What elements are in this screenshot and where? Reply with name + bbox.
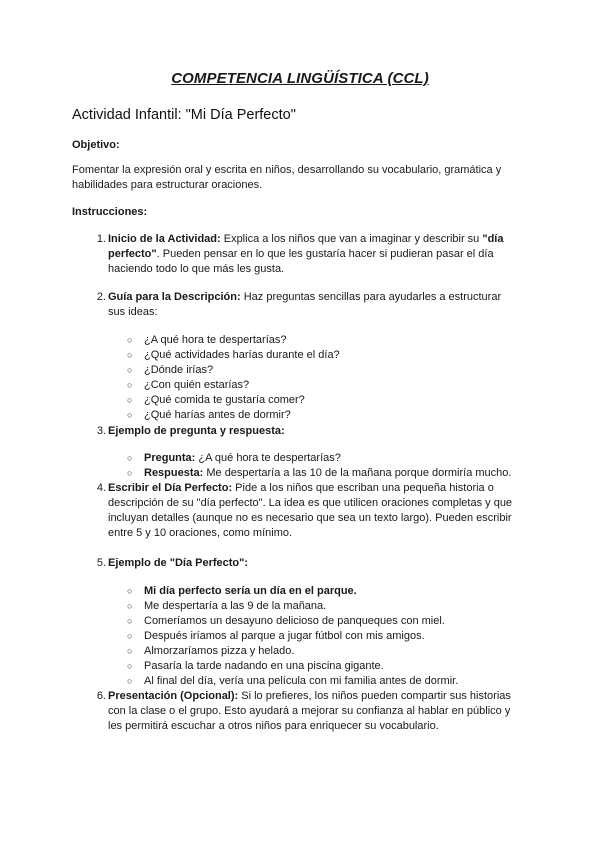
question-item: ¿Qué harías antes de dormir?: [144, 409, 291, 421]
instructions-heading: Instrucciones:: [72, 206, 148, 218]
question-item: ¿Con quién estarías?: [144, 379, 250, 391]
bullet-icon: ○: [127, 350, 133, 360]
step-2-body: Haz preguntas sencillas para ayudarles a estructurar sus ideas:: [108, 291, 502, 318]
example-line: Pasaría la tarde nadando en una piscina gigante.: [144, 660, 384, 672]
example-line: Mi día perfecto sería un día en el parque.: [144, 585, 357, 597]
step-number: 5.: [96, 557, 106, 569]
objective-text: Fomentar la expresión oral y escrita en niños, desarrollando su vocabulario, gramática y habilidades para estructurar oraciones.: [72, 164, 502, 191]
answer-text: Me despertaría a las 10 de la mañana porque dormiría mucho.: [203, 467, 512, 479]
step-3-text: [108, 424, 520, 439]
answer-label: Respuesta:: [144, 467, 204, 479]
example-answer: [144, 466, 524, 481]
activity-title: Actividad Infantil: "Mi Día Perfecto": [72, 107, 296, 123]
step-4-body: Pide a los niños que escriban una pequeña historia o descripción de su "día perfecto". La idea es que utilicen oraciones completas y que incluyan detalles (aunque no es necesario que sea un texto largo). Pueden escribir entre 5 y 10 oraciones, como mínimo.: [108, 482, 513, 539]
step-2-label: Guía para la Descripción:: [108, 291, 241, 303]
step-number: 2.: [96, 291, 106, 303]
step-4-text: [108, 481, 520, 541]
step-6-label: Presentación (Opcional):: [108, 690, 239, 702]
step-5-label: Ejemplo de "Día Perfecto":: [108, 557, 249, 569]
bullet-icon: ○: [127, 631, 133, 641]
bullet-icon: ○: [127, 453, 133, 463]
step-number: 1.: [96, 233, 106, 245]
example-line: Me despertaría a las 9 de la mañana.: [144, 600, 327, 612]
step-1-body-b: . Pueden pensar en lo que les gustaría hacer si pudieran pasar el día haciendo todo lo que más les gusta.: [108, 248, 494, 275]
step-1-body-a: Explica a los niños que van a imaginar y describir su: [220, 233, 483, 245]
bullet-icon: ○: [127, 646, 133, 656]
step-number: 4.: [96, 482, 106, 494]
bullet-icon: ○: [127, 335, 133, 345]
bullet-icon: ○: [127, 395, 133, 405]
question-item: ¿A qué hora te despertarías?: [144, 334, 287, 346]
step-5-text: [108, 556, 520, 571]
document-title: COMPETENCIA LINGÜÍSTICA (CCL): [171, 70, 429, 87]
example-line: Al final del día, vería una película con mi familia antes de dormir.: [144, 675, 459, 687]
example-line: Después iríamos al parque a jugar fútbol con mis amigos.: [144, 630, 425, 642]
question-label: Pregunta:: [144, 452, 196, 464]
step-1-emphasis: "día perfecto": [108, 233, 504, 260]
step-2-text: [108, 290, 520, 320]
step-1-text: [108, 232, 520, 277]
objective-heading: Objetivo:: [72, 139, 120, 151]
bullet-icon: ○: [127, 661, 133, 671]
bullet-icon: ○: [127, 676, 133, 686]
step-6-body: Si lo prefieres, los niños pueden compartir sus historias con la clase o el grupo. Esto ayudará a mejorar su confianza al hablar en público y les permitirá escuchar a otros niños para enriquecer su vocabulario.: [108, 690, 511, 732]
step-number: 6.: [96, 690, 106, 702]
bullet-icon: ○: [127, 365, 133, 375]
step-number: 3.: [96, 425, 106, 437]
example-line: Almorzaríamos pizza y helado.: [144, 645, 295, 657]
bullet-icon: ○: [127, 380, 133, 390]
bullet-icon: ○: [127, 586, 133, 596]
bullet-icon: ○: [127, 601, 133, 611]
question-item: ¿Qué comida te gustaría comer?: [144, 394, 305, 406]
step-1-label: Inicio de la Actividad:: [108, 233, 221, 245]
step-3-label: Ejemplo de pregunta y respuesta:: [108, 425, 285, 437]
question-text: ¿A qué hora te despertarías?: [195, 452, 341, 464]
question-item: ¿Qué actividades harías durante el día?: [144, 349, 340, 361]
step-6-text: [108, 689, 520, 734]
example-question: [144, 451, 524, 466]
step-4-label: Escribir el Día Perfecto:: [108, 482, 233, 494]
example-line: Comeríamos un desayuno delicioso de panqueques con miel.: [144, 615, 445, 627]
bullet-icon: ○: [127, 410, 133, 420]
question-item: ¿Dónde irías?: [144, 364, 214, 376]
bullet-icon: ○: [127, 616, 133, 626]
bullet-icon: ○: [127, 468, 133, 478]
